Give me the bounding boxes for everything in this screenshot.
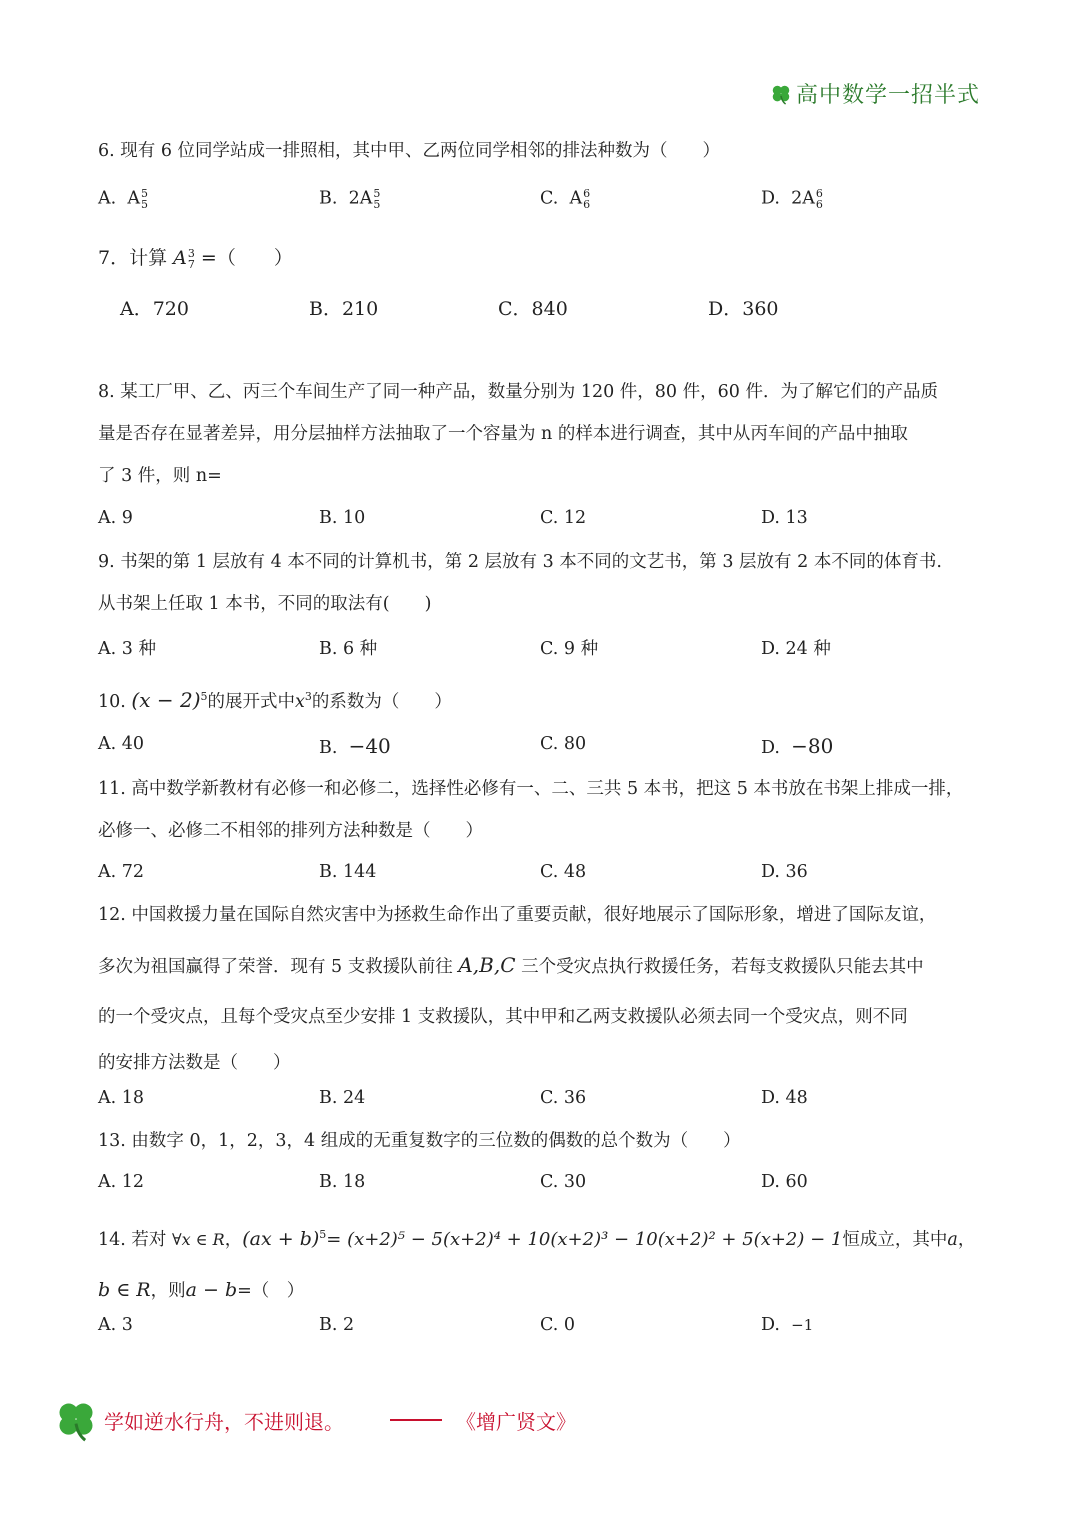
question-9-stem: 9. 书架的第 1 层放有 4 本不同的计算机书，第 2 层放有 3 本不同的文艺书，第 3 层放有 2 本不同的体育书. 从书架上任取 1 本书，不同的取法有( ) — [98, 552, 942, 614]
option-b: B．210 — [309, 298, 379, 320]
footer-motto — [54, 1398, 576, 1442]
option-b: B. 18 — [319, 1172, 366, 1192]
question-7-stem: 7．计算 A 3 7 =（ ） — [98, 247, 293, 271]
question-14-options — [98, 1315, 982, 1345]
question-11-stem: 11. 高中数学新教材有必修一和必修二，选择性必修有一、二、三共 5 本书，把这 5 本书放在书架上排成一排， 必修一、必修二不相邻的排列方法种数是（ ） — [98, 779, 964, 841]
option-d: D. 36 — [761, 862, 808, 882]
option-b: B. 10 — [319, 508, 366, 528]
question-8-options — [98, 508, 982, 538]
motto-text: 学如逆水行舟，不进则退。 — [104, 1409, 344, 1434]
option-d: D. 60 — [761, 1172, 808, 1192]
question-13-options — [98, 1172, 982, 1202]
option-c: C. 0 — [540, 1315, 576, 1335]
clover-icon — [770, 83, 792, 105]
option-b: B. −40 — [319, 734, 391, 758]
option-a: A. 3 种 — [98, 639, 156, 659]
option-d: D. 13 — [761, 508, 808, 528]
option-c: C. 12 — [540, 508, 587, 528]
option-a: A. A 5 5 — [98, 187, 148, 211]
question-12-options — [98, 1088, 982, 1118]
option-b: B. 144 — [319, 862, 377, 882]
option-a: A．720 — [120, 298, 189, 320]
option-c: C. 48 — [540, 862, 587, 882]
option-d: D. −80 — [761, 734, 834, 758]
option-d: D. −1 — [761, 1315, 814, 1335]
question-12-stem: 12. 中国救援力量在国际自然灾害中为拯救生命作出了重要贡献，很好地展示了国际形象，增进了国际友谊， 多次为祖国赢得了荣誉．现有 5 支救援队前往 A,B,C 三个受灾点执行救援任务，若每支救援队只能去其中 的一个受灾点，且每个受灾点至少安排 1 支救援队，其中甲和乙两支救援队必须去同一个受灾点，则不同 的安排方法数是（ ） — [98, 905, 937, 1073]
option-c: C. 80 — [540, 734, 587, 754]
question-10-stem: 10. $(x - 2)^5$的展开式中$x^3$的系数为（ ） — [98, 687, 452, 712]
question-8-stem: 8. 某工厂甲、乙、丙三个车间生产了同一种产品，数量分别为 120 件，80 件，60 件．为了解它们的产品质 量是否存在显著差异，用分层抽样方法抽取了一个容量为 n 的样本进行调查，其中从丙车间的产品中抽取 了 3 件，则 n= — [98, 382, 938, 486]
option-a: A. 40 — [98, 734, 145, 754]
question-9-options — [98, 635, 982, 665]
brand-title: 高中数学一招半式 — [795, 83, 980, 108]
question-6-options — [98, 188, 982, 218]
brand-header — [770, 78, 980, 109]
question-13-stem: 13. 由数字 0，1，2，3，4 组成的无重复数字的三位数的偶数的总个数为（ ） — [98, 1131, 741, 1151]
clover-icon — [54, 1398, 98, 1442]
question-10-options — [98, 734, 982, 764]
motto-dash — [390, 1419, 442, 1421]
option-c: C. 36 — [540, 1088, 587, 1108]
option-a: A. 72 — [98, 862, 145, 882]
option-d: D. 2A 6 6 — [761, 187, 823, 211]
option-a: A. 3 — [98, 1315, 133, 1335]
question-14-stem: 14. 若对 ∀x ∈ R，(ax + b)$^5$= (x+2)⁵ − 5(x+2)⁴ + 10(x+2)³ − 10(x+2)² + 5(x+2) − 1恒成立，其中a， b ∈ R，则a − b=（ ） — [98, 1227, 976, 1301]
option-b: B. 2 — [319, 1315, 355, 1335]
option-a: A. 12 — [98, 1172, 145, 1192]
question-11-options — [98, 862, 982, 892]
option-b: B. 24 — [319, 1088, 366, 1108]
option-d: D．360 — [708, 298, 779, 320]
question-6-stem: 6. 现有 6 位同学站成一排照相，其中甲、乙两位同学相邻的排法种数为（ ） — [98, 141, 721, 161]
option-b: B. 6 种 — [319, 639, 378, 659]
option-b: B. 2A 5 5 — [319, 187, 381, 211]
motto-source: 《增广贤文》 — [456, 1409, 576, 1434]
option-c: C．840 — [498, 298, 568, 320]
option-d: D. 48 — [761, 1088, 808, 1108]
option-c: C. A 6 6 — [540, 187, 591, 211]
option-d: D. 24 种 — [761, 639, 831, 659]
option-a: A. 9 — [98, 508, 133, 528]
option-c: C. 30 — [540, 1172, 587, 1192]
option-a: A. 18 — [98, 1088, 145, 1108]
question-7-options — [120, 294, 1004, 324]
option-c: C. 9 种 — [540, 639, 599, 659]
